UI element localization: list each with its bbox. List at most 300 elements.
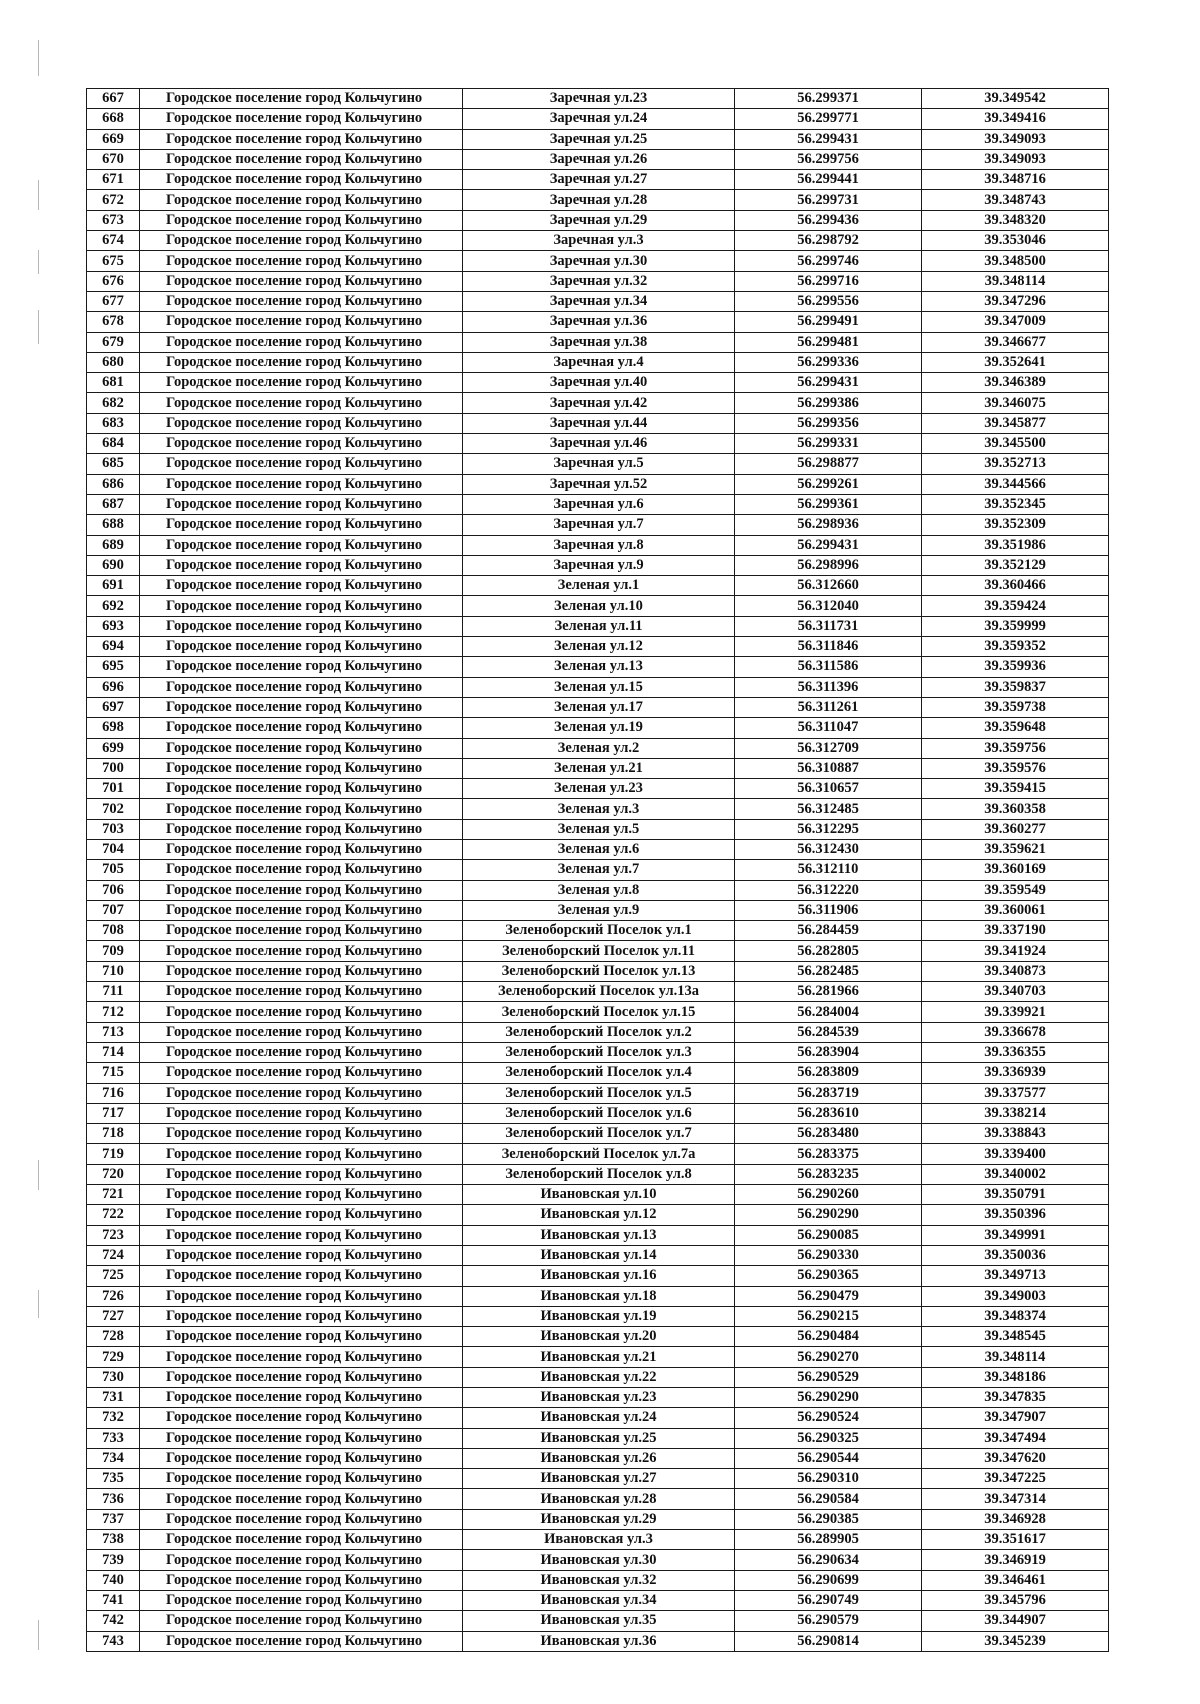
latitude-cell: 56.299336	[735, 352, 922, 372]
address-cell: Заречная ул.9	[463, 555, 735, 575]
address-cell: Заречная ул.25	[463, 129, 735, 149]
address-cell: Зеленая ул.17	[463, 697, 735, 717]
table-row	[87, 454, 1109, 474]
table-row	[87, 982, 1109, 1002]
row-number-cell: 727	[87, 1306, 140, 1326]
latitude-cell: 56.290310	[735, 1469, 922, 1489]
settlement-cell: Городское поселение город Кольчугино	[140, 1063, 463, 1083]
settlement-cell: Городское поселение город Кольчугино	[140, 271, 463, 291]
latitude-cell: 56.299731	[735, 190, 922, 210]
settlement-cell: Городское поселение город Кольчугино	[140, 596, 463, 616]
longitude-cell: 39.360358	[922, 799, 1109, 819]
longitude-cell: 39.337190	[922, 921, 1109, 941]
row-number-cell: 718	[87, 1124, 140, 1144]
settlement-cell: Городское поселение город Кольчугино	[140, 880, 463, 900]
address-cell: Зеленая ул.6	[463, 839, 735, 859]
table-row	[87, 1266, 1109, 1286]
row-number-cell: 728	[87, 1327, 140, 1347]
settlement-cell: Городское поселение город Кольчугино	[140, 1367, 463, 1387]
table-row	[87, 1245, 1109, 1265]
table-row	[87, 352, 1109, 372]
table-row	[87, 1509, 1109, 1529]
latitude-cell: 56.312040	[735, 596, 922, 616]
longitude-cell: 39.344566	[922, 474, 1109, 494]
address-cell: Ивановская ул.32	[463, 1570, 735, 1590]
longitude-cell: 39.348114	[922, 1347, 1109, 1367]
row-number-cell: 692	[87, 596, 140, 616]
latitude-cell: 56.298996	[735, 555, 922, 575]
latitude-cell: 56.290699	[735, 1570, 922, 1590]
latitude-cell: 56.282805	[735, 941, 922, 961]
table-row	[87, 677, 1109, 697]
row-number-cell: 711	[87, 982, 140, 1002]
address-cell: Ивановская ул.35	[463, 1611, 735, 1631]
longitude-cell: 39.350396	[922, 1205, 1109, 1225]
longitude-cell: 39.346919	[922, 1550, 1109, 1570]
latitude-cell: 56.310657	[735, 779, 922, 799]
address-cell: Ивановская ул.12	[463, 1205, 735, 1225]
latitude-cell: 56.290524	[735, 1408, 922, 1428]
table-row	[87, 1103, 1109, 1123]
table-row	[87, 1164, 1109, 1184]
longitude-cell: 39.338843	[922, 1124, 1109, 1144]
row-number-cell: 710	[87, 961, 140, 981]
address-cell: Ивановская ул.23	[463, 1388, 735, 1408]
row-number-cell: 695	[87, 657, 140, 677]
row-number-cell: 716	[87, 1083, 140, 1103]
latitude-cell: 56.299481	[735, 332, 922, 352]
table-row	[87, 190, 1109, 210]
row-number-cell: 713	[87, 1022, 140, 1042]
address-cell: Заречная ул.40	[463, 373, 735, 393]
address-cell: Ивановская ул.18	[463, 1286, 735, 1306]
table-row	[87, 1286, 1109, 1306]
latitude-cell: 56.283480	[735, 1124, 922, 1144]
address-cell: Ивановская ул.30	[463, 1550, 735, 1570]
table-row	[87, 779, 1109, 799]
settlement-cell: Городское поселение город Кольчугино	[140, 474, 463, 494]
longitude-cell: 39.360061	[922, 900, 1109, 920]
table-row	[87, 1367, 1109, 1387]
latitude-cell: 56.284004	[735, 1002, 922, 1022]
row-number-cell: 703	[87, 819, 140, 839]
table-row	[87, 1083, 1109, 1103]
row-number-cell: 675	[87, 251, 140, 271]
address-cell: Заречная ул.38	[463, 332, 735, 352]
latitude-cell: 56.290085	[735, 1225, 922, 1245]
address-cell: Заречная ул.28	[463, 190, 735, 210]
table-row	[87, 819, 1109, 839]
settlement-cell: Городское поселение город Кольчугино	[140, 1144, 463, 1164]
longitude-cell: 39.348545	[922, 1327, 1109, 1347]
address-cell: Ивановская ул.16	[463, 1266, 735, 1286]
settlement-cell: Городское поселение город Кольчугино	[140, 839, 463, 859]
latitude-cell: 56.282485	[735, 961, 922, 981]
address-cell: Зеленая ул.15	[463, 677, 735, 697]
address-cell: Зеленая ул.1	[463, 576, 735, 596]
address-cell: Ивановская ул.20	[463, 1327, 735, 1347]
longitude-cell: 39.346928	[922, 1509, 1109, 1529]
address-cell: Ивановская ул.24	[463, 1408, 735, 1428]
table-row	[87, 474, 1109, 494]
address-cell: Зеленоборский Поселок ул.6	[463, 1103, 735, 1123]
table-row	[87, 109, 1109, 129]
settlement-cell: Городское поселение город Кольчугино	[140, 89, 463, 109]
latitude-cell: 56.299441	[735, 170, 922, 190]
longitude-cell: 39.345877	[922, 413, 1109, 433]
address-cell: Ивановская ул.26	[463, 1448, 735, 1468]
latitude-cell: 56.290290	[735, 1388, 922, 1408]
longitude-cell: 39.347314	[922, 1489, 1109, 1509]
settlement-cell: Городское поселение город Кольчугино	[140, 1347, 463, 1367]
latitude-cell: 56.290634	[735, 1550, 922, 1570]
settlement-cell: Городское поселение город Кольчугино	[140, 1611, 463, 1631]
settlement-cell: Городское поселение город Кольчугино	[140, 738, 463, 758]
row-number-cell: 741	[87, 1590, 140, 1610]
settlement-cell: Городское поселение город Кольчугино	[140, 779, 463, 799]
settlement-cell: Городское поселение город Кольчугино	[140, 1124, 463, 1144]
settlement-cell: Городское поселение город Кольчугино	[140, 231, 463, 251]
settlement-cell: Городское поселение город Кольчугино	[140, 1225, 463, 1245]
row-number-cell: 669	[87, 129, 140, 149]
longitude-cell: 39.359352	[922, 637, 1109, 657]
latitude-cell: 56.299771	[735, 109, 922, 129]
longitude-cell: 39.348186	[922, 1367, 1109, 1387]
address-cell: Зеленая ул.8	[463, 880, 735, 900]
longitude-cell: 39.353046	[922, 231, 1109, 251]
longitude-cell: 39.347296	[922, 291, 1109, 311]
table-row	[87, 1225, 1109, 1245]
address-cell: Зеленая ул.7	[463, 860, 735, 880]
longitude-cell: 39.340703	[922, 982, 1109, 1002]
settlement-cell: Городское поселение город Кольчугино	[140, 1448, 463, 1468]
row-number-cell: 687	[87, 494, 140, 514]
latitude-cell: 56.283809	[735, 1063, 922, 1083]
settlement-cell: Городское поселение город Кольчугино	[140, 1530, 463, 1550]
longitude-cell: 39.347620	[922, 1448, 1109, 1468]
table-row	[87, 637, 1109, 657]
longitude-cell: 39.349991	[922, 1225, 1109, 1245]
table-row	[87, 941, 1109, 961]
row-number-cell: 680	[87, 352, 140, 372]
longitude-cell: 39.360466	[922, 576, 1109, 596]
latitude-cell: 56.312430	[735, 839, 922, 859]
settlement-cell: Городское поселение город Кольчугино	[140, 332, 463, 352]
row-number-cell: 667	[87, 89, 140, 109]
longitude-cell: 39.359415	[922, 779, 1109, 799]
settlement-cell: Городское поселение город Кольчугино	[140, 576, 463, 596]
row-number-cell: 732	[87, 1408, 140, 1428]
settlement-cell: Городское поселение город Кольчугино	[140, 1185, 463, 1205]
latitude-cell: 56.290330	[735, 1245, 922, 1265]
settlement-cell: Городское поселение город Кольчугино	[140, 921, 463, 941]
longitude-cell: 39.350036	[922, 1245, 1109, 1265]
table-row	[87, 799, 1109, 819]
latitude-cell: 56.289905	[735, 1530, 922, 1550]
latitude-cell: 56.290325	[735, 1428, 922, 1448]
longitude-cell: 39.359738	[922, 697, 1109, 717]
latitude-cell: 56.298936	[735, 515, 922, 535]
longitude-cell: 39.340002	[922, 1164, 1109, 1184]
longitude-cell: 39.346677	[922, 332, 1109, 352]
longitude-cell: 39.350791	[922, 1185, 1109, 1205]
settlement-cell: Городское поселение город Кольчугино	[140, 799, 463, 819]
table-row	[87, 1489, 1109, 1509]
address-cell: Заречная ул.34	[463, 291, 735, 311]
row-number-cell: 688	[87, 515, 140, 535]
longitude-cell: 39.340873	[922, 961, 1109, 981]
longitude-cell: 39.359424	[922, 596, 1109, 616]
row-number-cell: 721	[87, 1185, 140, 1205]
address-cell: Заречная ул.26	[463, 149, 735, 169]
address-cell: Ивановская ул.22	[463, 1367, 735, 1387]
table-row	[87, 900, 1109, 920]
table-row	[87, 1530, 1109, 1550]
latitude-cell: 56.312295	[735, 819, 922, 839]
latitude-cell: 56.312110	[735, 860, 922, 880]
table-row	[87, 1570, 1109, 1590]
longitude-cell: 39.338214	[922, 1103, 1109, 1123]
longitude-cell: 39.346075	[922, 393, 1109, 413]
table-row	[87, 535, 1109, 555]
latitude-cell: 56.299431	[735, 535, 922, 555]
table-row	[87, 1388, 1109, 1408]
longitude-cell: 39.352345	[922, 494, 1109, 514]
scan-margin-mark	[38, 250, 39, 274]
latitude-cell: 56.299556	[735, 291, 922, 311]
settlement-cell: Городское поселение город Кольчугино	[140, 1489, 463, 1509]
row-number-cell: 697	[87, 697, 140, 717]
row-number-cell: 729	[87, 1347, 140, 1367]
row-number-cell: 712	[87, 1002, 140, 1022]
row-number-cell: 743	[87, 1631, 140, 1651]
address-cell: Зеленая ул.21	[463, 758, 735, 778]
address-cell: Зеленая ул.19	[463, 718, 735, 738]
longitude-cell: 39.359621	[922, 839, 1109, 859]
latitude-cell: 56.311731	[735, 616, 922, 636]
settlement-cell: Городское поселение город Кольчугино	[140, 657, 463, 677]
table-row	[87, 251, 1109, 271]
table-row	[87, 961, 1109, 981]
address-cell: Зеленая ул.9	[463, 900, 735, 920]
address-cell: Заречная ул.27	[463, 170, 735, 190]
row-number-cell: 720	[87, 1164, 140, 1184]
longitude-cell: 39.349003	[922, 1286, 1109, 1306]
row-number-cell: 725	[87, 1266, 140, 1286]
longitude-cell: 39.341924	[922, 941, 1109, 961]
table-row	[87, 170, 1109, 190]
table-row	[87, 839, 1109, 859]
latitude-cell: 56.311586	[735, 657, 922, 677]
table-row	[87, 1469, 1109, 1489]
settlement-cell: Городское поселение город Кольчугино	[140, 1509, 463, 1529]
settlement-cell: Городское поселение город Кольчугино	[140, 1286, 463, 1306]
table-row	[87, 494, 1109, 514]
row-number-cell: 735	[87, 1469, 140, 1489]
settlement-cell: Городское поселение город Кольчугино	[140, 352, 463, 372]
table-row	[87, 312, 1109, 332]
row-number-cell: 679	[87, 332, 140, 352]
row-number-cell: 673	[87, 210, 140, 230]
address-cell: Зеленая ул.23	[463, 779, 735, 799]
longitude-cell: 39.349416	[922, 109, 1109, 129]
longitude-cell: 39.348716	[922, 170, 1109, 190]
row-number-cell: 730	[87, 1367, 140, 1387]
longitude-cell: 39.348500	[922, 251, 1109, 271]
latitude-cell: 56.299261	[735, 474, 922, 494]
latitude-cell: 56.283610	[735, 1103, 922, 1123]
longitude-cell: 39.348320	[922, 210, 1109, 230]
table-row	[87, 1205, 1109, 1225]
latitude-cell: 56.312660	[735, 576, 922, 596]
address-cell: Ивановская ул.36	[463, 1631, 735, 1651]
row-number-cell: 736	[87, 1489, 140, 1509]
longitude-cell: 39.336355	[922, 1042, 1109, 1062]
address-cell: Зеленоборский Поселок ул.4	[463, 1063, 735, 1083]
row-number-cell: 672	[87, 190, 140, 210]
settlement-cell: Городское поселение город Кольчугино	[140, 1570, 463, 1590]
table-row	[87, 576, 1109, 596]
longitude-cell: 39.339921	[922, 1002, 1109, 1022]
longitude-cell: 39.347009	[922, 312, 1109, 332]
longitude-cell: 39.359936	[922, 657, 1109, 677]
table-row	[87, 758, 1109, 778]
row-number-cell: 714	[87, 1042, 140, 1062]
latitude-cell: 56.283235	[735, 1164, 922, 1184]
settlement-cell: Городское поселение город Кольчугино	[140, 413, 463, 433]
row-number-cell: 733	[87, 1428, 140, 1448]
settlement-cell: Городское поселение город Кольчугино	[140, 109, 463, 129]
latitude-cell: 56.311261	[735, 697, 922, 717]
longitude-cell: 39.359837	[922, 677, 1109, 697]
longitude-cell: 39.352129	[922, 555, 1109, 575]
settlement-cell: Городское поселение город Кольчугино	[140, 860, 463, 880]
row-number-cell: 668	[87, 109, 140, 129]
longitude-cell: 39.352309	[922, 515, 1109, 535]
longitude-cell: 39.359999	[922, 616, 1109, 636]
table-row	[87, 1347, 1109, 1367]
row-number-cell: 689	[87, 535, 140, 555]
address-cell: Ивановская ул.25	[463, 1428, 735, 1448]
table-row	[87, 1185, 1109, 1205]
address-cell: Зеленоборский Поселок ул.1	[463, 921, 735, 941]
longitude-cell: 39.347835	[922, 1388, 1109, 1408]
row-number-cell: 731	[87, 1388, 140, 1408]
row-number-cell: 724	[87, 1245, 140, 1265]
latitude-cell: 56.299356	[735, 413, 922, 433]
settlement-cell: Городское поселение город Кольчугино	[140, 1002, 463, 1022]
row-number-cell: 722	[87, 1205, 140, 1225]
settlement-cell: Городское поселение город Кольчугино	[140, 1590, 463, 1610]
latitude-cell: 56.312220	[735, 880, 922, 900]
row-number-cell: 694	[87, 637, 140, 657]
address-cell: Заречная ул.36	[463, 312, 735, 332]
table-row	[87, 921, 1109, 941]
address-cell: Зеленая ул.3	[463, 799, 735, 819]
table-row	[87, 1042, 1109, 1062]
settlement-cell: Городское поселение город Кольчугино	[140, 1205, 463, 1225]
row-number-cell: 700	[87, 758, 140, 778]
settlement-cell: Городское поселение город Кольчугино	[140, 1388, 463, 1408]
table-row	[87, 1306, 1109, 1326]
address-cell: Зеленоборский Поселок ул.7	[463, 1124, 735, 1144]
address-cell: Заречная ул.8	[463, 535, 735, 555]
row-number-cell: 734	[87, 1448, 140, 1468]
table-row	[87, 1144, 1109, 1164]
settlement-cell: Городское поселение город Кольчугино	[140, 454, 463, 474]
row-number-cell: 704	[87, 839, 140, 859]
table-row	[87, 89, 1109, 109]
address-cell: Зеленая ул.2	[463, 738, 735, 758]
longitude-cell: 39.344907	[922, 1611, 1109, 1631]
table-row	[87, 515, 1109, 535]
table-row	[87, 271, 1109, 291]
row-number-cell: 739	[87, 1550, 140, 1570]
settlement-cell: Городское поселение город Кольчугино	[140, 697, 463, 717]
settlement-cell: Городское поселение город Кольчугино	[140, 1408, 463, 1428]
table-row	[87, 1590, 1109, 1610]
settlement-cell: Городское поселение город Кольчугино	[140, 190, 463, 210]
row-number-cell: 742	[87, 1611, 140, 1631]
address-cell: Заречная ул.42	[463, 393, 735, 413]
address-cell: Зеленоборский Поселок ул.5	[463, 1083, 735, 1103]
row-number-cell: 738	[87, 1530, 140, 1550]
longitude-cell: 39.339400	[922, 1144, 1109, 1164]
address-cell: Заречная ул.30	[463, 251, 735, 271]
table-row	[87, 129, 1109, 149]
latitude-cell: 56.299756	[735, 149, 922, 169]
row-number-cell: 719	[87, 1144, 140, 1164]
settlement-cell: Городское поселение город Кольчугино	[140, 1550, 463, 1570]
latitude-cell: 56.290544	[735, 1448, 922, 1468]
row-number-cell: 701	[87, 779, 140, 799]
address-cell: Заречная ул.44	[463, 413, 735, 433]
address-cell: Ивановская ул.13	[463, 1225, 735, 1245]
row-number-cell: 705	[87, 860, 140, 880]
longitude-cell: 39.345500	[922, 434, 1109, 454]
longitude-cell: 39.351986	[922, 535, 1109, 555]
table-row	[87, 657, 1109, 677]
row-number-cell: 671	[87, 170, 140, 190]
latitude-cell: 56.290584	[735, 1489, 922, 1509]
address-cell: Заречная ул.46	[463, 434, 735, 454]
address-cell: Зеленая ул.12	[463, 637, 735, 657]
longitude-cell: 39.346389	[922, 373, 1109, 393]
settlement-cell: Городское поселение город Кольчугино	[140, 982, 463, 1002]
address-cell: Ивановская ул.28	[463, 1489, 735, 1509]
longitude-cell: 39.336678	[922, 1022, 1109, 1042]
row-number-cell: 708	[87, 921, 140, 941]
scan-margin-mark	[38, 1620, 39, 1650]
table-body	[87, 89, 1109, 1652]
address-cell: Заречная ул.5	[463, 454, 735, 474]
latitude-cell: 56.311396	[735, 677, 922, 697]
latitude-cell: 56.299431	[735, 373, 922, 393]
latitude-cell: 56.311906	[735, 900, 922, 920]
row-number-cell: 709	[87, 941, 140, 961]
row-number-cell: 683	[87, 413, 140, 433]
longitude-cell: 39.359549	[922, 880, 1109, 900]
row-number-cell: 696	[87, 677, 140, 697]
table-row	[87, 1022, 1109, 1042]
row-number-cell: 686	[87, 474, 140, 494]
latitude-cell: 56.311846	[735, 637, 922, 657]
row-number-cell: 677	[87, 291, 140, 311]
settlement-cell: Городское поселение город Кольчугино	[140, 1245, 463, 1265]
latitude-cell: 56.290365	[735, 1266, 922, 1286]
latitude-cell: 56.290260	[735, 1185, 922, 1205]
settlement-cell: Городское поселение город Кольчугино	[140, 1083, 463, 1103]
